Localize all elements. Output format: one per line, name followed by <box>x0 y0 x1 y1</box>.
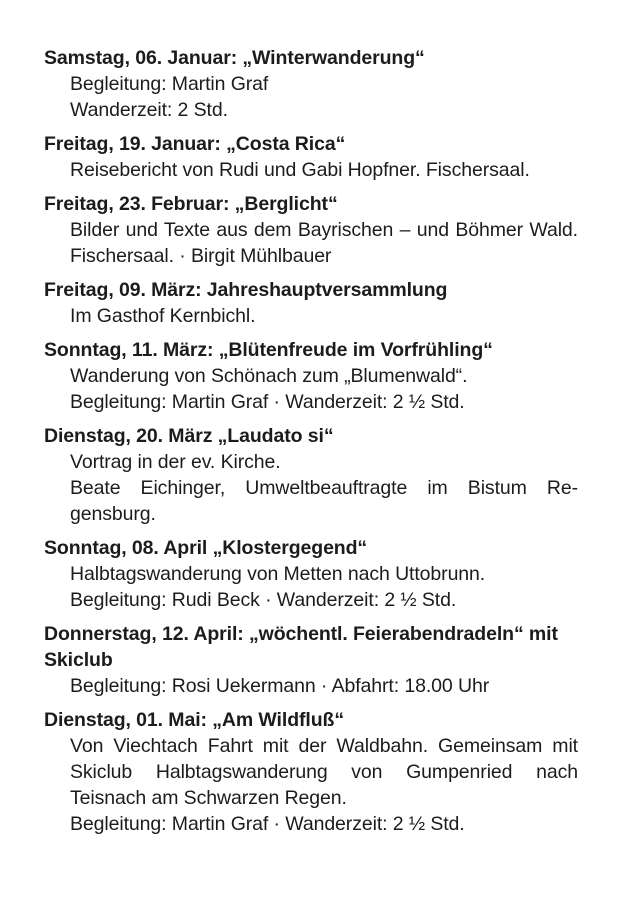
event-title: Sonntag, 08. April „Klostergegend“ <box>44 537 368 559</box>
event-detail: Begleitung: Martin Graf · Wanderzeit: 2 ½ Std. <box>70 391 465 413</box>
event-title: Dienstag, 20. März „Laudato si“ <box>44 425 334 447</box>
event-title: Freitag, 23. Februar: „Berglicht“ <box>44 193 338 215</box>
event-detail: Wanderzeit: 2 Std. <box>70 99 228 121</box>
event-detail: Vortrag in der ev. Kirche. <box>70 451 281 473</box>
event-feierabendradeln <box>44 621 578 699</box>
event-detail: Wanderung von Schönach zum „Blumenwald“. <box>70 365 468 387</box>
event-klostergegend <box>44 535 578 613</box>
event-detail: Im Gasthof Kernbichl. <box>70 305 256 327</box>
event-detail: Begleitung: Martin Graf <box>70 73 269 95</box>
event-detail: Reisebericht von Rudi und Gabi Hopfner. Fischersaal. <box>70 159 530 181</box>
event-costa-rica <box>44 131 578 183</box>
event-title: Donnerstag, 12. April: „wöchentl. Feierabendradeln“ mit Skiclub <box>44 623 558 671</box>
event-detail: Halbtagswanderung von Metten nach Uttobrunn. <box>70 563 486 585</box>
event-bluetenfreude <box>44 337 578 415</box>
event-detail: Von Viechtach Fahrt mit der Waldbahn. Gemeinsam mit Skiclub Halbtagswanderung von Gumpenried nach Teisnach am Schwarzen Regen. <box>70 735 578 809</box>
event-title: Freitag, 19. Januar: „Costa Rica“ <box>44 133 346 155</box>
event-detail: Begleitung: Rosi Uekermann · Abfahrt: 18.00 Uhr <box>70 675 490 697</box>
event-detail: Bilder und Texte aus dem Bayrischen – und Böhmer Wald. Fischersaal. · Birgit Mühlbauer <box>70 219 578 267</box>
event-laudato-si <box>44 423 578 527</box>
event-winterwanderung <box>44 45 578 123</box>
event-detail: Beate Eichinger, Umweltbeauftragte im Bistum Re-gensburg. <box>70 477 578 525</box>
event-title: Sonntag, 11. März: „Blütenfreude im Vorfrühling“ <box>44 339 493 361</box>
event-detail: Begleitung: Rudi Beck · Wanderzeit: 2 ½ Std. <box>70 589 457 611</box>
event-detail: Begleitung: Martin Graf · Wanderzeit: 2 ½ Std. <box>70 813 465 835</box>
event-am-wildfluss <box>44 707 578 837</box>
event-jahreshauptversammlung <box>44 277 578 329</box>
event-berglicht <box>44 191 578 269</box>
event-title: Dienstag, 01. Mai: „Am Wildfluß“ <box>44 709 344 731</box>
event-program <box>44 45 578 845</box>
event-title: Samstag, 06. Januar: „Winterwanderung“ <box>44 47 425 69</box>
event-title: Freitag, 09. März: Jahreshauptversammlung <box>44 279 448 301</box>
